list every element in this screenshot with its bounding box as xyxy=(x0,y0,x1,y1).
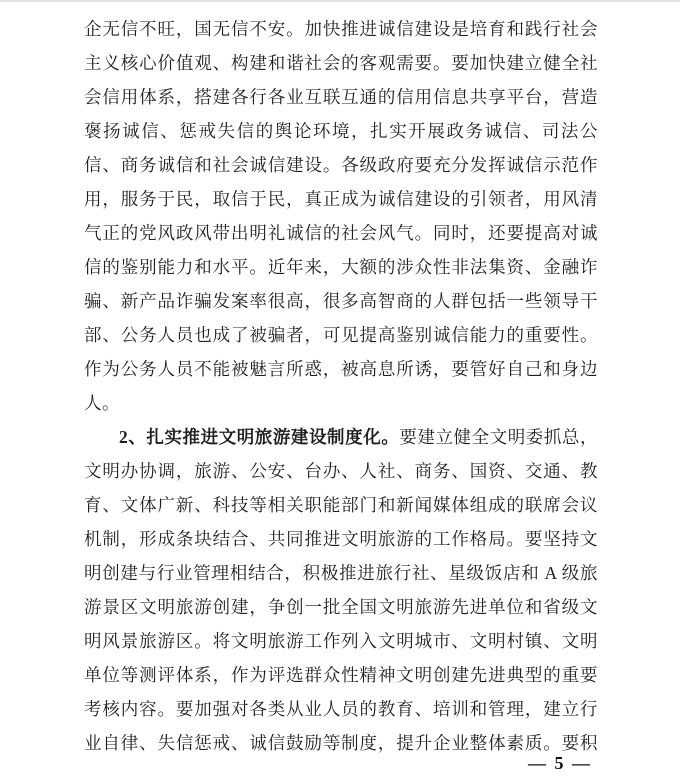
scan-edge xyxy=(0,0,680,2)
text-line: 单位等测评体系，作为评选群众性精神文明创建先进典型的重要 xyxy=(84,665,598,685)
text-line: 考核内容。要加强对各类从业人员的教育、培训和管理，建立行 xyxy=(84,699,598,719)
paragraph-heading-rest: 要建立健全文明委抓总， xyxy=(399,427,599,447)
paragraph-heading-bold: 2、扎实推进文明旅游建设制度化。 xyxy=(119,427,400,447)
page-number: — 5 — xyxy=(528,753,592,773)
text-line: 主义核心价值观、构建和谐社会的客观需要。要加快建立健全社 xyxy=(84,53,598,73)
text-line: 会信用体系，搭建各行各业互联互通的信用信息共享平台，营造 xyxy=(84,87,598,107)
text-line: 用，服务于民，取信于民，真正成为诚信建设的引领者，用风清 xyxy=(84,189,598,209)
text-line: 明风景旅游区。将文明旅游工作列入文明城市、文明村镇、文明 xyxy=(84,631,598,651)
paragraph-heading-line xyxy=(84,420,598,454)
text-line: 游景区文明旅游创建，争创一批全国文明旅游先进单位和省级文 xyxy=(84,597,598,617)
text-line: 企无信不旺，国无信不安。加快推进诚信建设是培育和践行社会 xyxy=(84,19,598,39)
text-line: 明创建与行业管理相结合，积极推进旅行社、星级饭店和 A 级旅 xyxy=(84,563,598,583)
text-line: 气正的党风政风带出明礼诚信的社会风气。同时，还要提高对诚 xyxy=(84,223,598,243)
text-line: 部、公务人员也成了被骗者，可见提高鉴别诚信能力的重要性。 xyxy=(84,325,598,345)
text-line: 骗、新产品诈骗发案率很高，很多高智商的人群包括一些领导干 xyxy=(84,291,598,311)
text-line: 文明办协调，旅游、公安、台办、人社、商务、国资、交通、教 xyxy=(84,461,598,481)
text-line: 作为公务人员不能被魅言所惑，被高息所诱，要管好自己和身边 xyxy=(84,359,598,379)
text-line: 业自律、失信惩戒、诚信鼓励等制度，提升企业整体素质。要积 xyxy=(84,733,598,753)
text-line: 机制，形成条块结合、共同推进文明旅游的工作格局。要坚持文 xyxy=(84,529,598,549)
text-line: 褒扬诚信、惩戒失信的舆论环境，扎实开展政务诚信、司法公 xyxy=(84,121,598,141)
text-line: 信、商务诚信和社会诚信建设。各级政府要充分发挥诚信示范作 xyxy=(84,155,598,175)
document-body xyxy=(84,12,598,760)
text-line: 信的鉴别能力和水平。近年来，大额的涉众性非法集资、金融诈 xyxy=(84,257,598,277)
text-line: 育、文体广新、科技等相关职能部门和新闻媒体组成的联席会议 xyxy=(84,495,598,515)
text-line: 人。 xyxy=(84,393,120,413)
